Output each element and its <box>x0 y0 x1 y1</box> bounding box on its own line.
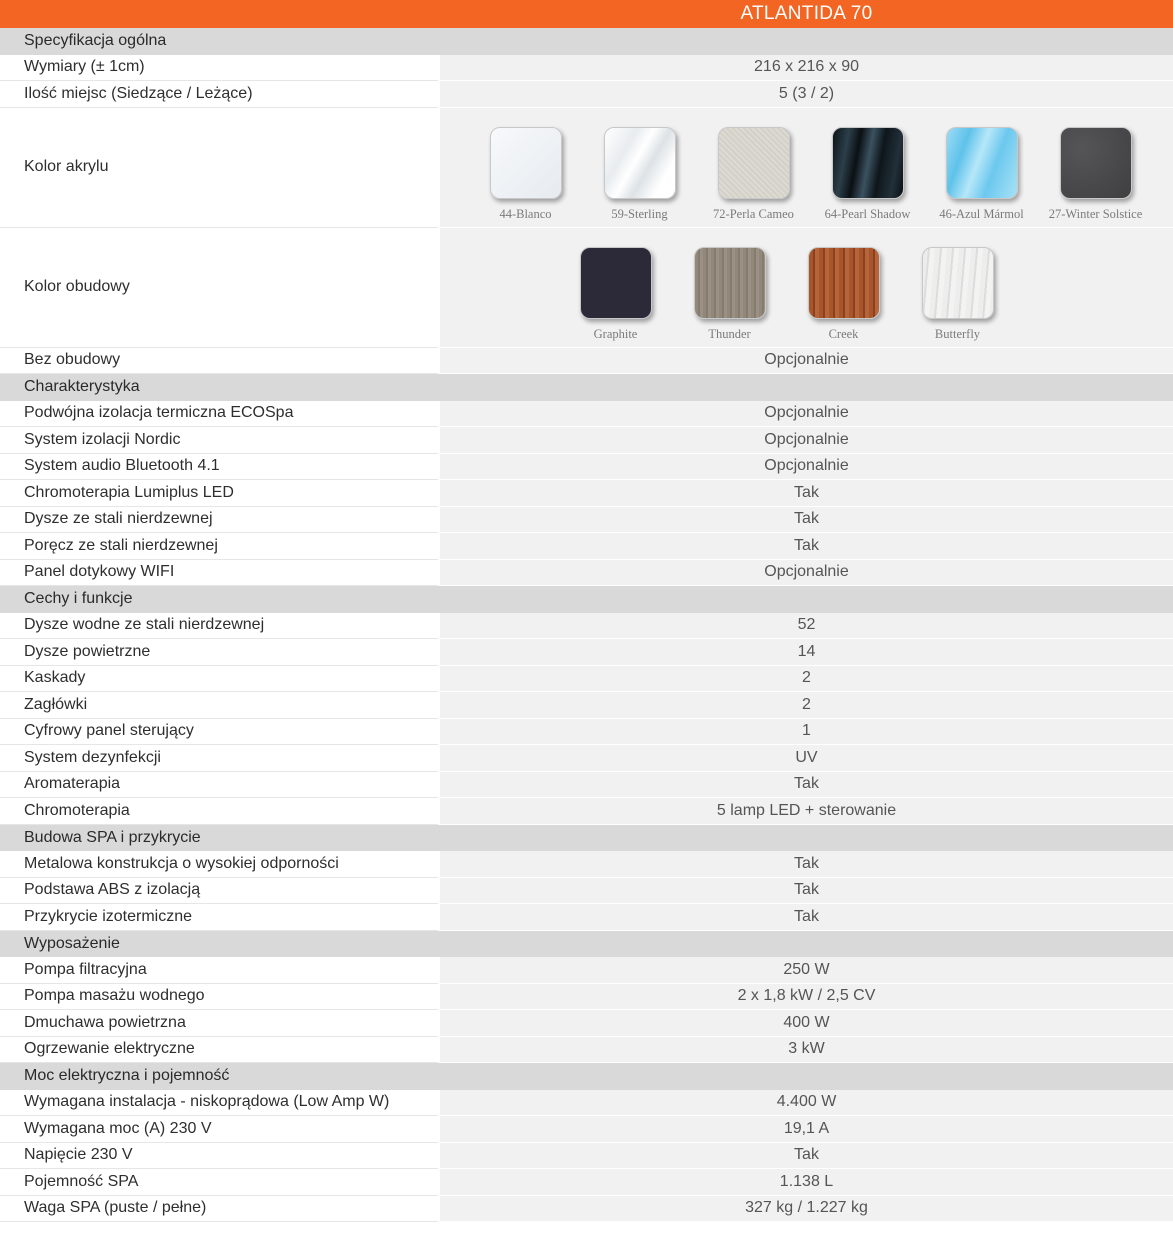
section-build: Budowa SPA i przykrycie <box>0 825 1173 852</box>
spec-row <box>0 904 1173 931</box>
color-swatch[interactable] <box>469 127 583 222</box>
spec-row <box>0 745 1173 772</box>
spec-row <box>0 957 1173 984</box>
section-equipment: Wyposażenie <box>0 931 1173 958</box>
swatch-chip <box>694 247 766 319</box>
spec-value: 2 <box>440 666 1173 693</box>
swatch-chip <box>490 127 562 199</box>
spec-row <box>0 533 1173 560</box>
spec-value: Tak <box>440 851 1173 878</box>
color-swatch[interactable] <box>811 127 925 222</box>
spec-label: Pompa masażu wodnego <box>0 984 438 1011</box>
swatch-name: Thunder <box>708 326 751 341</box>
spec-label: Chromoterapia <box>0 798 438 825</box>
color-swatch[interactable] <box>697 127 811 222</box>
spec-row <box>0 81 1173 108</box>
spec-value: 2 <box>440 692 1173 719</box>
spec-value: 216 x 216 x 90 <box>440 55 1173 82</box>
color-swatch[interactable] <box>901 247 1015 342</box>
section-features: Charakterystyka <box>0 374 1173 401</box>
spec-row <box>0 984 1173 1011</box>
spec-value: Tak <box>440 533 1173 560</box>
swatch-chip <box>1060 127 1132 199</box>
swatch-chip <box>832 127 904 199</box>
swatch-chip <box>604 127 676 199</box>
swatch-chip <box>808 247 880 319</box>
spec-value: 52 <box>440 613 1173 640</box>
section-functions: Cechy i funkcje <box>0 586 1173 613</box>
spec-row <box>0 507 1173 534</box>
spec-label: Dysze ze stali nierdzewnej <box>0 507 438 534</box>
spec-value: 2 x 1,8 kW / 2,5 CV <box>440 984 1173 1011</box>
swatch-chip <box>718 127 790 199</box>
spec-label: Kaskady <box>0 666 438 693</box>
swatch-name: Graphite <box>593 326 638 341</box>
spec-row <box>0 798 1173 825</box>
swatch-name: Butterfly <box>934 326 981 341</box>
spec-value: Opcjonalnie <box>440 427 1173 454</box>
spec-value: Opcjonalnie <box>440 454 1173 481</box>
spec-label: Napięcie 230 V <box>0 1143 438 1170</box>
spec-label: Podstawa ABS z izolacją <box>0 878 438 905</box>
spec-value: 1.138 L <box>440 1169 1173 1196</box>
spec-label: Przykrycie izotermiczne <box>0 904 438 931</box>
acryl-swatches <box>440 108 1173 228</box>
swatch-name: 72-Perla Cameo <box>713 206 794 221</box>
spec-label: System audio Bluetooth 4.1 <box>0 454 438 481</box>
spec-label: Wymagana instalacja - niskoprądowa (Low Amp W) <box>0 1090 438 1117</box>
spec-value: Opcjonalnie <box>440 401 1173 428</box>
acryl-color-row <box>0 108 1173 228</box>
spec-value: 19,1 A <box>440 1116 1173 1143</box>
spec-row <box>0 1196 1173 1223</box>
swatch-chip <box>580 247 652 319</box>
spec-value: Tak <box>440 507 1173 534</box>
spec-row <box>0 692 1173 719</box>
spec-label: System izolacji Nordic <box>0 427 438 454</box>
spec-row <box>0 427 1173 454</box>
color-swatch[interactable] <box>583 127 697 222</box>
spec-label: Zagłówki <box>0 692 438 719</box>
spec-value: Tak <box>440 480 1173 507</box>
housing-swatches <box>440 228 1173 348</box>
product-title: ATLANTIDA 70 <box>740 3 873 24</box>
spec-row <box>0 666 1173 693</box>
spec-label: Kolor obudowy <box>0 228 438 348</box>
spec-value: Opcjonalnie <box>440 560 1173 587</box>
spec-label: Podwójna izolacja termiczna ECOSpa <box>0 401 438 428</box>
spec-value: Tak <box>440 772 1173 799</box>
spec-value: Opcjonalnie <box>440 348 1173 375</box>
spec-label: System dezynfekcji <box>0 745 438 772</box>
color-swatch[interactable] <box>1039 127 1153 222</box>
color-swatch[interactable] <box>673 247 787 342</box>
color-swatch[interactable] <box>787 247 901 342</box>
spec-row <box>0 1169 1173 1196</box>
section-general: Specyfikacja ogólna <box>0 28 1173 55</box>
spec-label: Panel dotykowy WIFI <box>0 560 438 587</box>
housing-color-row <box>0 228 1173 348</box>
spec-value: 4.400 W <box>440 1090 1173 1117</box>
spec-label: Kolor akrylu <box>0 108 438 228</box>
color-swatch[interactable] <box>925 127 1039 222</box>
spec-row <box>0 454 1173 481</box>
spec-label: Pojemność SPA <box>0 1169 438 1196</box>
spec-value: 5 lamp LED + sterowanie <box>440 798 1173 825</box>
spec-row <box>0 1037 1173 1064</box>
spec-row <box>0 851 1173 878</box>
swatch-name: 64-Pearl Shadow <box>824 206 911 221</box>
spec-value: 327 kg / 1.227 kg <box>440 1196 1173 1223</box>
spec-value: 250 W <box>440 957 1173 984</box>
spec-value: 1 <box>440 719 1173 746</box>
spec-row <box>0 55 1173 82</box>
spec-label: Metalowa konstrukcja o wysokiej odporności <box>0 851 438 878</box>
spec-row <box>0 480 1173 507</box>
spec-value: 14 <box>440 639 1173 666</box>
spec-label: Wymagana moc (A) 230 V <box>0 1116 438 1143</box>
spec-row <box>0 878 1173 905</box>
swatch-name: Creek <box>828 326 859 341</box>
spec-value: Tak <box>440 1143 1173 1170</box>
spec-value: Tak <box>440 904 1173 931</box>
swatch-chip <box>922 247 994 319</box>
spec-label: Aromaterapia <box>0 772 438 799</box>
spec-row <box>0 1010 1173 1037</box>
spec-label: Waga SPA (puste / pełne) <box>0 1196 438 1223</box>
swatch-name: 27-Winter Solstice <box>1048 206 1143 221</box>
swatch-chip <box>946 127 1018 199</box>
section-power: Moc elektryczna i pojemność <box>0 1063 1173 1090</box>
spec-table <box>0 28 1173 1222</box>
swatch-name: 44-Blanco <box>499 206 552 221</box>
color-swatch[interactable] <box>559 247 673 342</box>
spec-label: Bez obudowy <box>0 348 438 375</box>
spec-value: Tak <box>440 878 1173 905</box>
spec-row <box>0 1090 1173 1117</box>
product-header <box>0 0 1173 28</box>
spec-row <box>0 772 1173 799</box>
spec-row <box>0 613 1173 640</box>
spec-row <box>0 1116 1173 1143</box>
swatch-name: 59-Sterling <box>611 206 668 221</box>
spec-row <box>0 401 1173 428</box>
spec-value: 3 kW <box>440 1037 1173 1064</box>
spec-row <box>0 1143 1173 1170</box>
spec-row <box>0 719 1173 746</box>
spec-value: 5 (3 / 2) <box>440 81 1173 108</box>
spec-label: Chromoterapia Lumiplus LED <box>0 480 438 507</box>
spec-label: Dmuchawa powietrzna <box>0 1010 438 1037</box>
spec-value: UV <box>440 745 1173 772</box>
spec-label: Wymiary (± 1cm) <box>0 55 438 82</box>
spec-label: Dysze powietrzne <box>0 639 438 666</box>
swatch-name: 46-Azul Mármol <box>939 206 1024 221</box>
spec-row <box>0 348 1173 375</box>
spec-label: Ogrzewanie elektryczne <box>0 1037 438 1064</box>
spec-label: Dysze wodne ze stali nierdzewnej <box>0 613 438 640</box>
spec-row <box>0 639 1173 666</box>
spec-row <box>0 560 1173 587</box>
spec-label: Cyfrowy panel sterujący <box>0 719 438 746</box>
spec-label: Pompa filtracyjna <box>0 957 438 984</box>
spec-label: Poręcz ze stali nierdzewnej <box>0 533 438 560</box>
spec-value: 400 W <box>440 1010 1173 1037</box>
spec-label: Ilość miejsc (Siedzące / Leżące) <box>0 81 438 108</box>
